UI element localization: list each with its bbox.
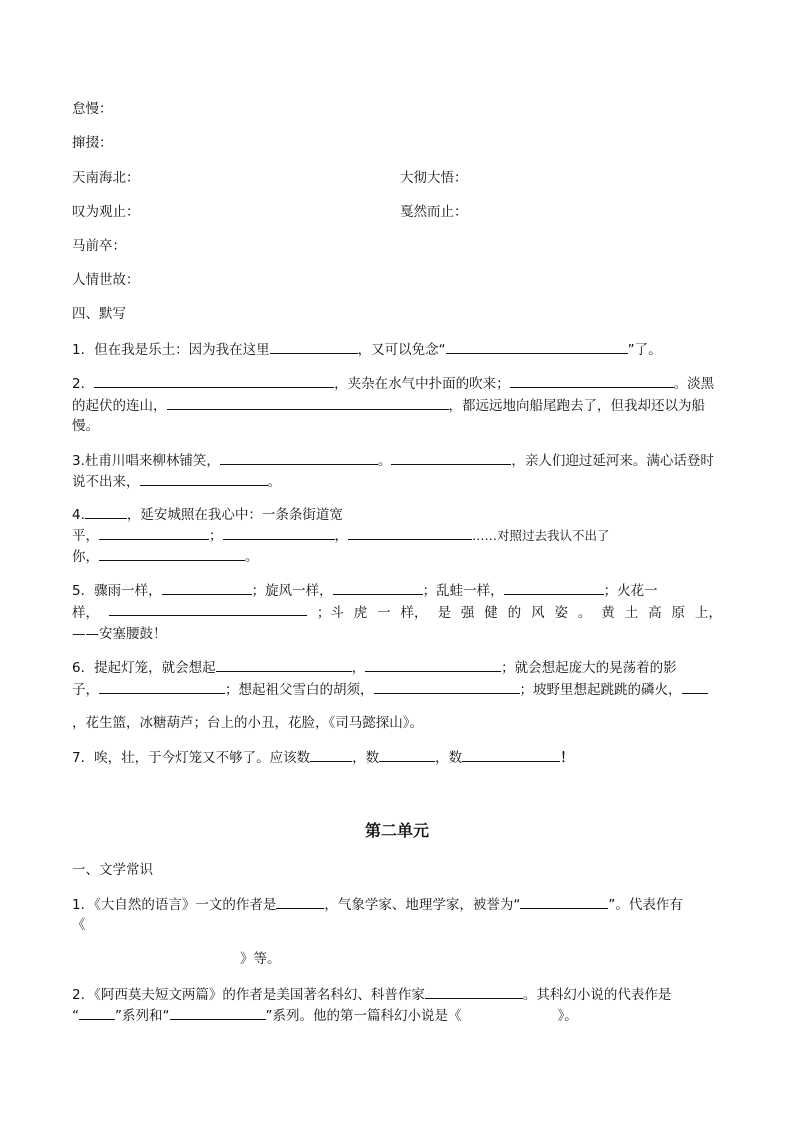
answer-blank[interactable] [216,657,352,672]
unit2-question-1-line3: 》等。 [240,951,281,967]
answer-blank[interactable] [223,525,335,540]
q-text: ；坡野里想起跳跳的磷火， [519,682,682,698]
q-text: 土 [624,605,639,621]
answer-blank[interactable] [374,679,520,694]
unit2-question-2-line2 [72,1004,578,1024]
answer-blank[interactable] [365,657,501,672]
q-text: 姿 [554,605,568,621]
question-6-line3: ，花生篮，冰糖葫芦；台上的小丑，花脸，《司马懿探山》。 [72,715,423,731]
q-text: 5．骤雨一样， [72,583,162,599]
q-text: 。其科幻小说的代表作是 [522,987,672,1003]
q-text: 一 [377,605,391,621]
q-text: 的 [507,605,522,621]
q-text: ”。代表作有 [608,897,683,913]
answer-blank[interactable] [220,450,378,465]
q-text: 是 [437,605,451,621]
q-text: 。 [377,453,392,469]
answer-blank[interactable] [379,747,435,762]
question-5 [72,579,658,599]
q-text: ，数 [352,750,380,766]
question-5-line2 [72,601,722,621]
vocab-item: 马前卒： [72,238,126,254]
q-text: ，气象学家、地理学家，被誉为“ [324,897,521,913]
q-text: ；就会想起庞大的晃荡着的影 [501,660,677,676]
answer-blank[interactable] [462,747,560,762]
vocab-item: 大彻大悟： [400,170,468,186]
q-text: ；乱蛙一样， [422,583,504,599]
q-text: 。 [577,605,592,621]
unit2-question-1-line2: 《 [72,917,86,933]
q-text: ”了。 [627,342,662,358]
question-4-line3 [72,545,259,565]
answer-blank[interactable] [170,1005,266,1020]
q-text: ， [334,528,348,544]
q-text: 样， [72,605,99,621]
q-text: 说不出来， [72,474,140,490]
q-text: 平， [72,528,99,544]
q-text: ， [351,660,366,676]
answer-blank[interactable] [348,525,472,540]
answer-blank[interactable] [425,984,523,999]
q-text: ；想起祖父雪白的胡须， [225,682,374,698]
answer-blank[interactable] [79,1005,115,1020]
q-text: 2．《阿西莫夫短文两篇》的作者是美国著名科幻、科普作家 [72,987,425,1003]
q-text: 6．提起灯笼，就会想起 [72,660,216,676]
q-text: 样， [400,605,428,621]
answer-blank[interactable] [276,894,324,909]
q-text: ，亲人们迎过延河来。满心话登时 [511,453,714,469]
question-7 [72,746,574,766]
question-4-line2 [72,524,610,544]
vocab-item: 叹为观止： [72,204,140,220]
vocab-item: 怠慢： [72,101,113,117]
q-text: ；旋风一样， [251,583,333,599]
answer-blank[interactable] [167,395,449,410]
q-text: “ [72,1008,79,1024]
q-text: 3.杜甫川唱来柳林铺笑， [72,453,220,469]
question-2-line3: 慢。 [72,418,99,434]
q-text: ，都远远地向船尾跑去了，但我却还以为船 [448,398,705,414]
answer-blank[interactable] [446,339,628,354]
q-text: 健 [484,605,498,621]
question-5-line3: ——安塞腰鼓！ [72,626,167,642]
answer-blank[interactable] [310,747,352,762]
vocab-item: 天南海北： [72,170,140,186]
question-3 [72,449,714,469]
answer-blank[interactable] [520,894,608,909]
q-text: 1．《大自然的语言》一文的作者是 [72,897,277,913]
q-text: 7．唉，壮，于今灯笼又不够了。应该数 [72,750,311,766]
answer-blank[interactable] [140,471,268,486]
q-text: ，夹杂在水气中扑面的吹来； [334,376,510,392]
q-text: ，又可以免念“ [357,342,446,358]
q-text: 。淡黑 [673,376,715,392]
q-text: ！ [560,750,574,766]
q-text: ”系列和“ [115,1008,170,1024]
q-text: 上， [694,605,722,621]
q-text: 虎 [353,605,368,621]
q-text: 2． [72,376,95,392]
q-text: ； [209,528,223,544]
q-text: ，延安城照在我心中：一条条街道宽 [126,507,343,523]
question-1 [72,338,662,358]
q-text: ；斗 [316,605,344,621]
question-6-line2 [72,678,708,698]
vocab-item: 撺掇： [72,135,113,151]
question-2 [72,372,714,392]
question-2-line2 [72,394,705,414]
unit-title: 第二单元 [364,821,429,840]
answer-blank[interactable] [99,525,209,540]
answer-blank[interactable] [162,580,252,595]
unit2-question-2 [72,983,671,1003]
q-text: 黄 [601,605,615,621]
answer-blank[interactable] [270,339,358,354]
q-text: 1．但在我是乐土：因为我在这里 [72,342,270,358]
q-text: 》。 [557,1008,578,1024]
q-text: 。 [267,474,281,490]
answer-blank[interactable] [510,373,674,388]
answer-blank[interactable] [99,679,225,694]
answer-blank[interactable] [504,580,604,595]
q-text: 风 [531,605,545,621]
vocab-item: 戛然而止： [400,204,468,220]
q-text: ”系列。他的第一篇科幻小说是《 [265,1008,462,1024]
q-text: 高 [648,605,662,621]
q-text: ，数 [435,750,463,766]
answer-blank[interactable] [333,580,423,595]
question-6 [72,656,677,676]
section-heading: 一、文学常识 [72,862,153,878]
q-text: 的起伏的连山， [72,398,167,414]
q-text: 强 [460,605,475,621]
answer-blank[interactable] [682,679,708,694]
vocab-item: 人情世故： [72,272,140,288]
section-heading: 四、默写 [72,306,126,322]
answer-blank[interactable] [99,546,245,561]
answer-blank[interactable] [109,601,307,616]
answer-blank[interactable] [85,504,127,519]
q-text: 你， [72,549,99,565]
q-text: 。 [245,549,259,565]
q-text: 子， [72,682,99,698]
question-3-line2 [72,470,281,490]
q-text: ……对照过去我认不出了 [472,528,610,543]
q-text: ；火花一 [603,583,658,599]
q-text: 原 [671,605,685,621]
unit2-question-1 [72,893,683,913]
answer-blank[interactable] [391,450,511,465]
answer-blank[interactable] [94,373,334,388]
question-4 [72,503,343,523]
q-text: 4. [72,507,85,523]
